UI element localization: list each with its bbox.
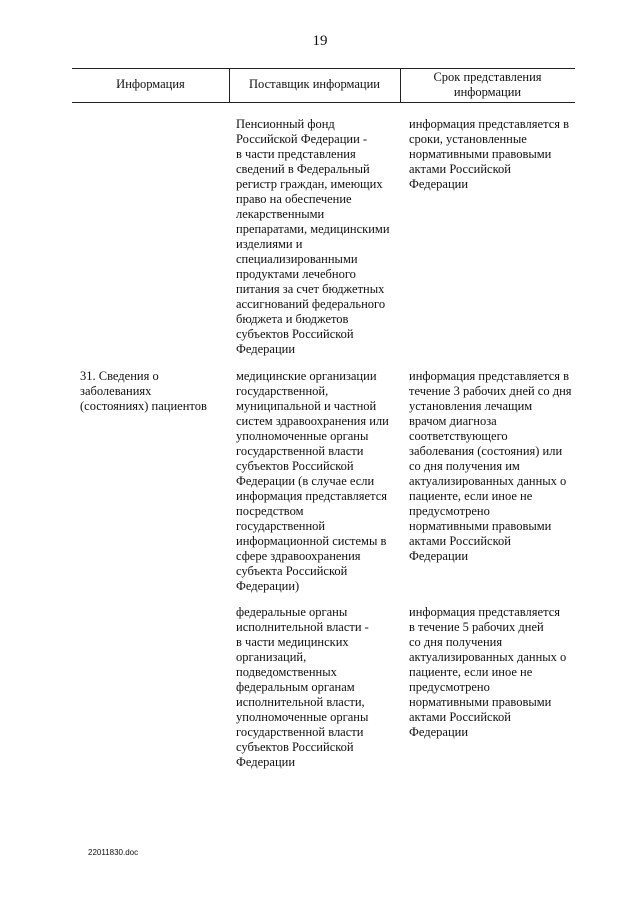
row-3-supplier: федеральные органы исполнительной власти - в части медицинских организаций, подведомственных федеральным органам исполнительной власти, уполномоченные органы государственной власти субъектов Российской Федерации bbox=[236, 605, 369, 769]
header-supplier: Поставщик информации bbox=[249, 77, 380, 91]
row-1-supplier: Пенсионный фонд Российской Федерации - в части представления сведений в Федеральный регистр граждан, имеющих право на обеспечение лекарственными препаратами, медицинскими изделиями и специализированными продуктами лечебного питания за счет бюджетных ассигнований федерального бюджета и бюджетов субъектов Российской Федерации bbox=[236, 117, 390, 356]
row-3-deadline: информация представляется в течение 5 рабочих дней со дня получения актуализированных данных о пациенте, если иное не предусмотрено нормативными правовыми актами Российской Федерации bbox=[409, 605, 567, 739]
page-number: 19 bbox=[312, 33, 328, 49]
header-information: Информация bbox=[116, 77, 185, 91]
table-header-top-rule bbox=[72, 68, 575, 69]
document-footer: 22011830.doc bbox=[88, 848, 139, 857]
table-header-bottom-rule bbox=[72, 102, 575, 103]
row-2-supplier: медицинские организации государственной, муниципальной и частной систем здравоохранения или уполномоченные органы государственной власти субъектов Российской Федерации (в случае если информация представляется посредством государственной информационной системы в сфере здравоохранения субъекта Российской Федерации) bbox=[236, 369, 389, 593]
row-2-deadline: информация представляется в течение 3 рабочих дней со дня установления лечащим врачом диагноза соответствующего заболевания (состояния) или со дня получения им актуализированных данных о пациенте, если иное не предусмотрено нормативными правовыми актами Российской Федерации bbox=[409, 369, 572, 563]
header-deadline: Срок представления информации bbox=[433, 70, 542, 99]
row-2-information: 31. Сведения о заболеваниях (состояниях) пациентов bbox=[80, 369, 207, 413]
row-1-deadline: информация представляется в сроки, установленные нормативными правовыми актами Российской Федерации bbox=[409, 117, 570, 191]
